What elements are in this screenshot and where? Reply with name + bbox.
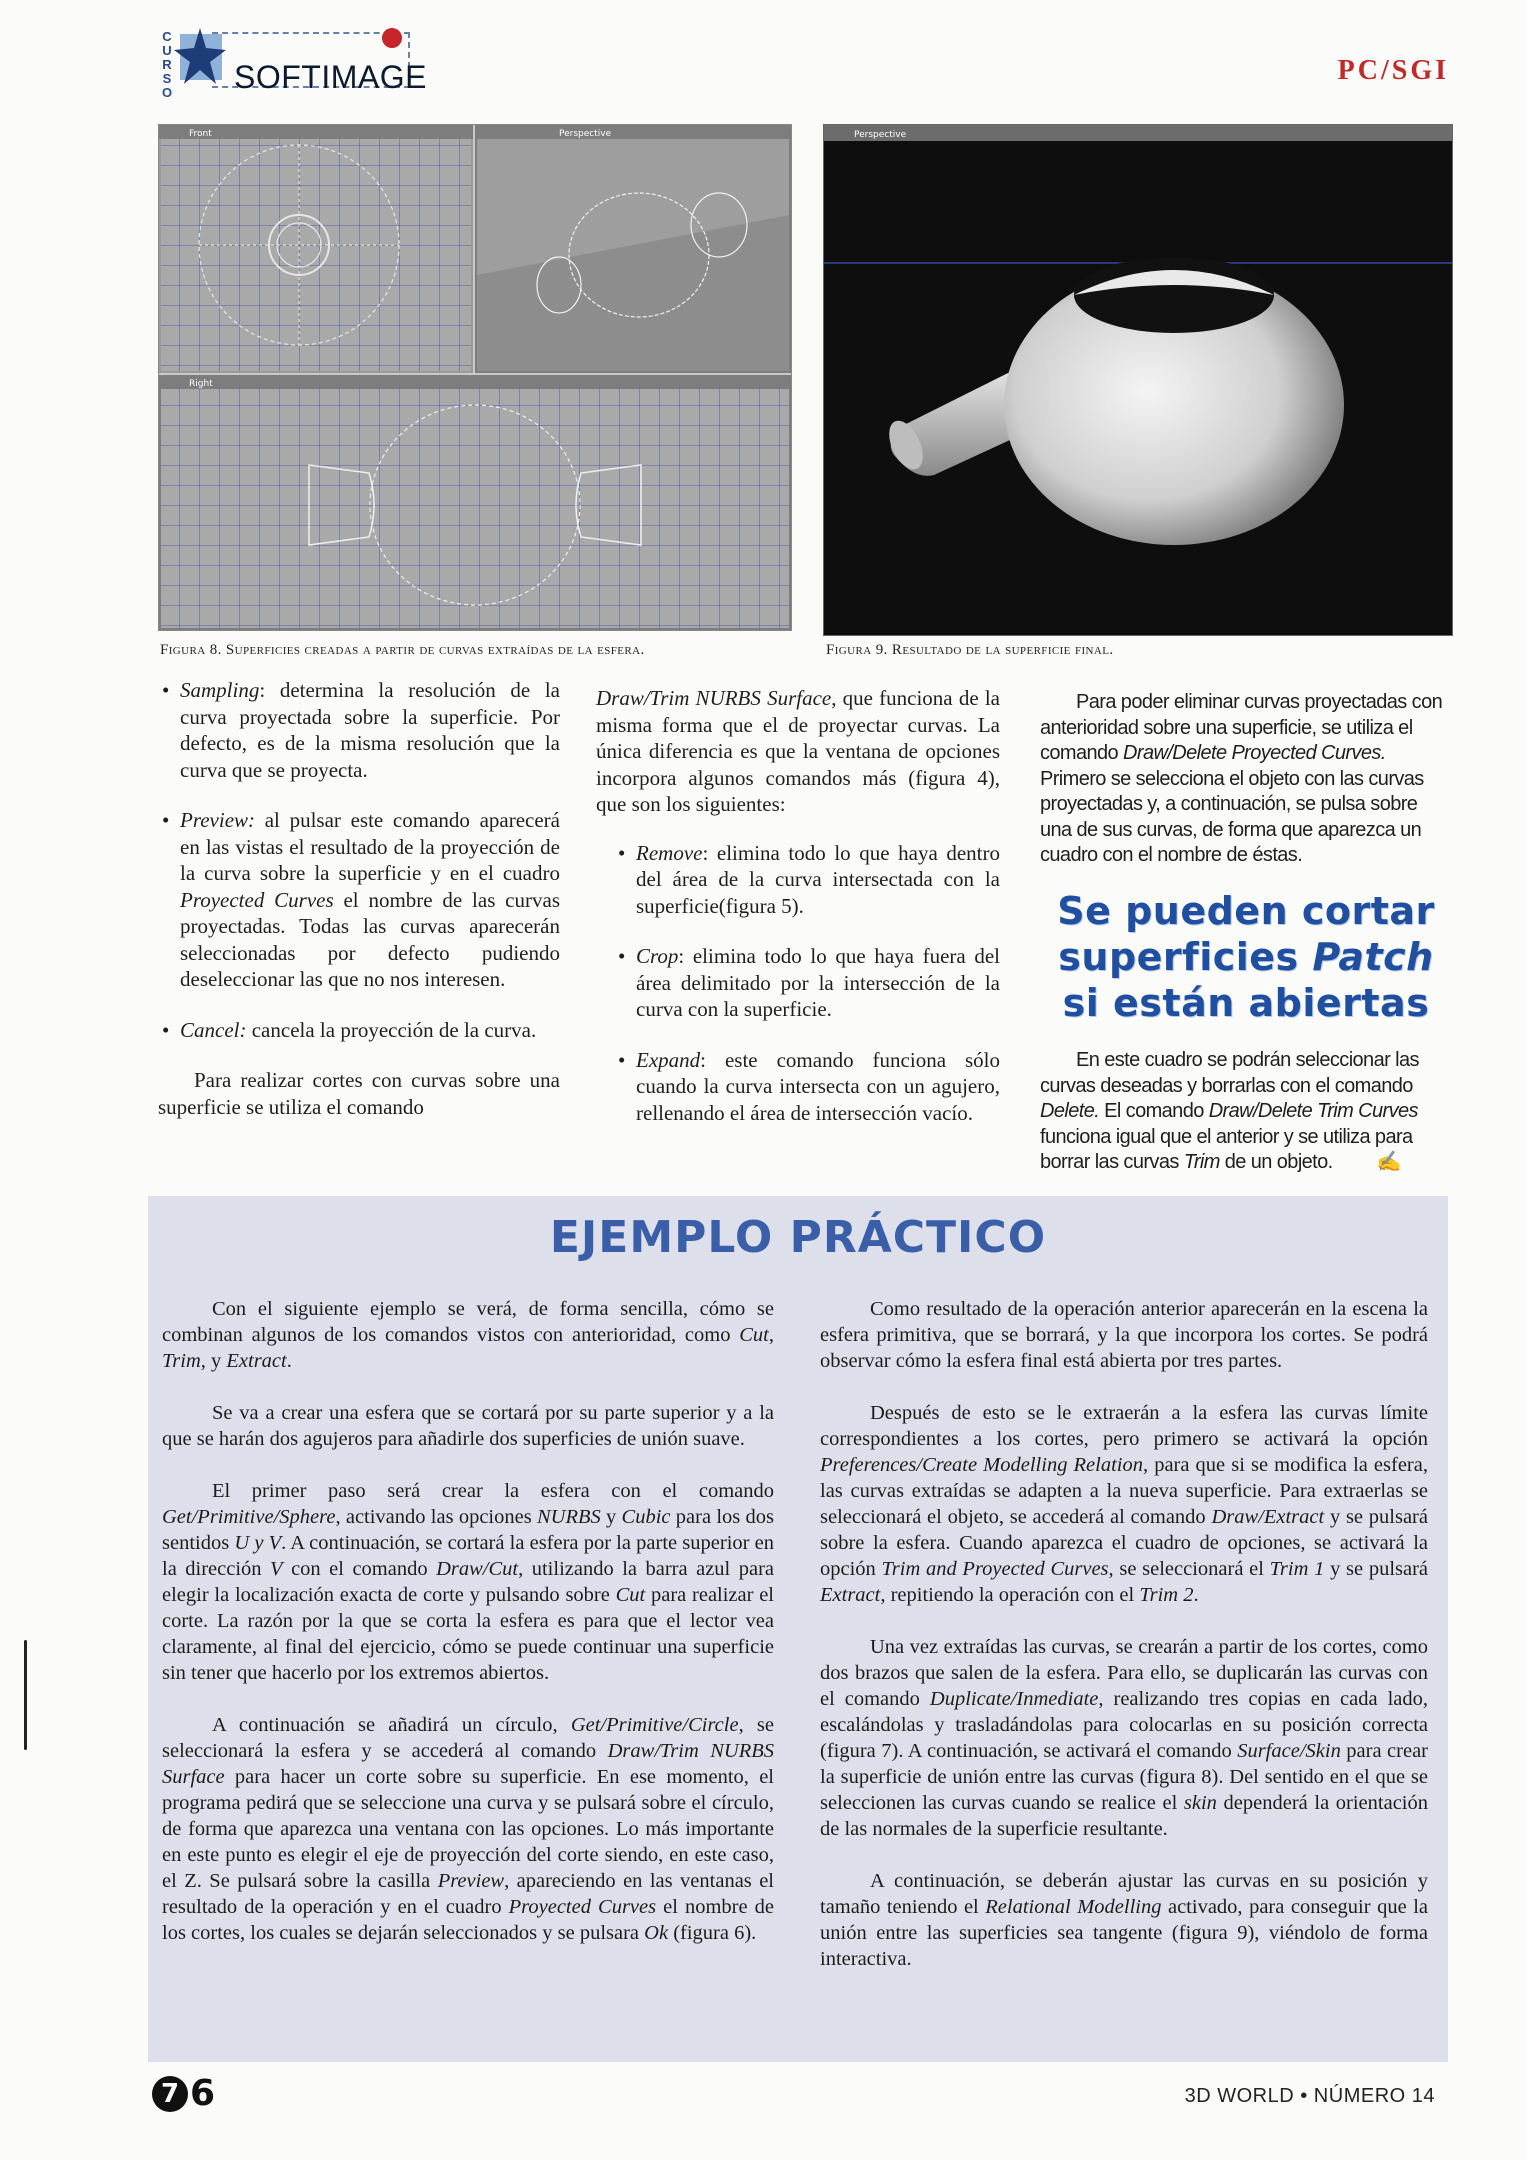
example-paragraph-8: A continuación, se deberán ajustar las curvas en su posición y tamaño teniendo el Relational Modelling activado, para conseguir que la unión entre las superficies sea tangente (figura 9), viéndolo de forma interactiva. bbox=[820, 1870, 1428, 1970]
margin-mark bbox=[24, 1640, 27, 1750]
list-item-expand: • Expand: este comando funciona sólo cuando la curva intersecta con un agujero, rellenando el área de intersección vacío. bbox=[614, 1047, 1000, 1127]
figure-8-caption: Figura 8. Superficies creadas a partir de curvas extraídas de la esfera. bbox=[160, 642, 645, 658]
page-number-digit: 6 bbox=[190, 2073, 216, 2114]
column-2 bbox=[596, 685, 1000, 1150]
example-paragraph-6: Después de esto se le extraerán a la esfera las curvas límite correspondientes a los cortes, pero primero se activará la opción Preferences/Create Modelling Relation, para que si se modifica la esfera, las curvas extraídas se adapten a la nueva superficie. Para extraerlas se seleccionará el objeto, se accederá al comando Draw/Extract y se pulsará sobre la esfera. Cuando aparezca el cuadro de opciones, se activará la opción Trim and Proyected Curves, se seleccionará el Trim 1 y se pulsará Extract, repitiendo la operación con el Trim 2. bbox=[820, 1402, 1429, 1606]
fig9-view-label: Perspective bbox=[854, 130, 907, 140]
example-box-title: EJEMPLO PRÁCTICO bbox=[549, 1212, 1047, 1263]
example-paragraph-2: Se va a crear una esfera que se cortará por su parte superior y a la que se harán dos agujeros para añadirle dos superficies de unión suave. bbox=[162, 1402, 774, 1450]
example-paragraph-5: Como resultado de la operación anterior aparecerán en la escena la esfera primitiva, que se borrará, y la que incorpora los cortes. Se podrá observar cómo la esfera final está abierta por tres partes. bbox=[820, 1298, 1428, 1372]
page-number-circle: 7 bbox=[152, 2076, 188, 2112]
example-paragraph-4: A continuación se añadirá un círculo, Get/Primitive/Circle, se seleccionará la esfera y se accederá al comando Draw/Trim NURBS Surface para hacer un corte sobre su superficie. En ese momento, el programa pedirá que se seleccione una curva y se pulsará sobre el círculo, de forma que aparezca una ventana con las opciones. Lo más importante en este punto es elegir el eje de proyección del corte siendo, en este caso, el Z. Se pulsará sobre la casilla Preview, apareciendo en las ventanas el resultado de la operación y en el cuadro Proyected Curves el nombre de los cortes, los cuales se dejarán seleccionados y se pulsara Ok (figura 6). bbox=[162, 1714, 775, 1944]
paragraph-cortes: Para realizar cortes con curvas sobre una superficie se utiliza el comando bbox=[158, 1068, 560, 1119]
figure-9-render bbox=[824, 125, 1452, 635]
end-mark-icon: ✍ bbox=[1376, 1151, 1401, 1173]
perspective-view-label: Perspective bbox=[559, 129, 612, 139]
column-3 bbox=[1040, 690, 1452, 879]
column-1 bbox=[158, 677, 560, 1142]
logo-wordmark: SOFTIMAGE bbox=[234, 59, 427, 95]
options-list-1 bbox=[158, 677, 560, 1043]
softimage-logo bbox=[150, 22, 427, 100]
logo-red-dot-icon bbox=[382, 28, 402, 48]
figure-8-wireframe-views bbox=[159, 125, 791, 630]
paragraph-delete-projected: Para poder eliminar curvas proyectadas con anterioridad sobre una superficie, se utiliza el comando Draw/Delete Proyected Curves. Primero se selecciona el objeto con las curvas proyectadas y, a continuación, se pulsa sobre una de sus curvas, de forma que aparezca un cuadro con el nombre de éstas. bbox=[1040, 691, 1443, 866]
figure-9-caption: Figura 9. Resultado de la superficie final. bbox=[826, 642, 1114, 658]
magazine-footer: 3D WORLD • NÚMERO 14 bbox=[1184, 2085, 1435, 2107]
options-list-2 bbox=[596, 840, 1000, 1127]
figure-8-image bbox=[158, 124, 792, 631]
figure-9-image bbox=[823, 124, 1453, 636]
list-item-preview: • Preview: al pulsar este comando aparecerá en las vistas el resultado de la proyección de la curva sobre la superficie y en el cuadro Proyected Curves el nombre de las curvas proyectadas. Todas las curvas aparecerán seleccionadas por defecto pudiendo deseleccionar las que no nos interesen. bbox=[158, 807, 560, 993]
page-number bbox=[152, 2074, 215, 2114]
paragraph-delete-trim: En este cuadro se podrán seleccionar las curvas deseadas y borrarlas con el comando Delete. El comando Draw/Delete Trim Curves funciona igual que el anterior y se utiliza para borrar las curvas Trim de un objeto. ✍ bbox=[1040, 1048, 1452, 1176]
example-paragraph-1: Con el siguiente ejemplo se verá, de forma sencilla, cómo se combinan algunos de los comandos vistos con anterioridad, como Cut, Trim, y Extract. bbox=[162, 1298, 774, 1372]
list-item-crop: • Crop: elimina todo lo que haya fuera del área delimitado por la intersección de la curva con la superficie. bbox=[614, 943, 1000, 1023]
pullquote: Se pueden cortar superficies Patch si están abiertas bbox=[1057, 889, 1435, 1025]
column-3-bottom bbox=[1040, 1048, 1452, 1186]
right-view-label: Right bbox=[189, 379, 213, 389]
section-tag: PC/SGI bbox=[1337, 55, 1449, 86]
paragraph-draw-trim: Draw/Trim NURBS Surface, que funciona de la misma forma que el de proyectar curvas. La única diferencia es que la ventana de opciones incorpora algunos comandos más (figura 4), que son los siguientes: bbox=[596, 686, 1000, 816]
curso-vertical-label: C U R S O bbox=[161, 29, 173, 100]
list-item-sampling: • Sampling: determina la resolución de la curva proyectada sobre la superficie. Por defecto, es de la misma resolución que la curva que se proyecta. bbox=[158, 677, 560, 783]
example-paragraph-7: Una vez extraídas las curvas, se crearán a partir de los cortes, como dos brazos que salen de la esfera. Para ello, se duplicarán las curvas con el comando Duplicate/Inmediate, realizando tres copias en cada lado, escalándolas y trasladándolas para colocarlas en su posición correcta (figura 7). A continuación, se activará el comando Surface/Skin para crear la superficie de unión entre las curvas (figura 8). Del sentido en el que se seleccionen las curvas cuando se realice el skin dependerá la orientación de las normales de la superficie resultante. bbox=[820, 1636, 1428, 1840]
list-item-remove: • Remove: elimina todo lo que haya dentro del área de la curva intersectada con la superficie(figura 5). bbox=[614, 840, 1000, 920]
example-column-left bbox=[162, 1296, 774, 1972]
front-view-label: Front bbox=[189, 129, 212, 139]
example-column-right bbox=[820, 1296, 1428, 1998]
list-item-cancel: • Cancel: cancela la proyección de la curva. bbox=[158, 1017, 560, 1044]
example-paragraph-3: El primer paso será crear la esfera con el comando Get/Primitive/Sphere, activando las opciones NURBS y Cubic para los dos sentidos U y V. A continuación, se cortará la esfera por la parte superior en la dirección V con el comando Draw/Cut, utilizando la barra azul para elegir la localización exacta de corte y pulsando sobre Cut para realizar el corte. La razón por la que se corta la esfera es para que el lector vea claramente, al final del ejercicio, cómo se puede continuar una superficie sin tener que hacerlo por los extremos abiertos. bbox=[162, 1480, 775, 1684]
